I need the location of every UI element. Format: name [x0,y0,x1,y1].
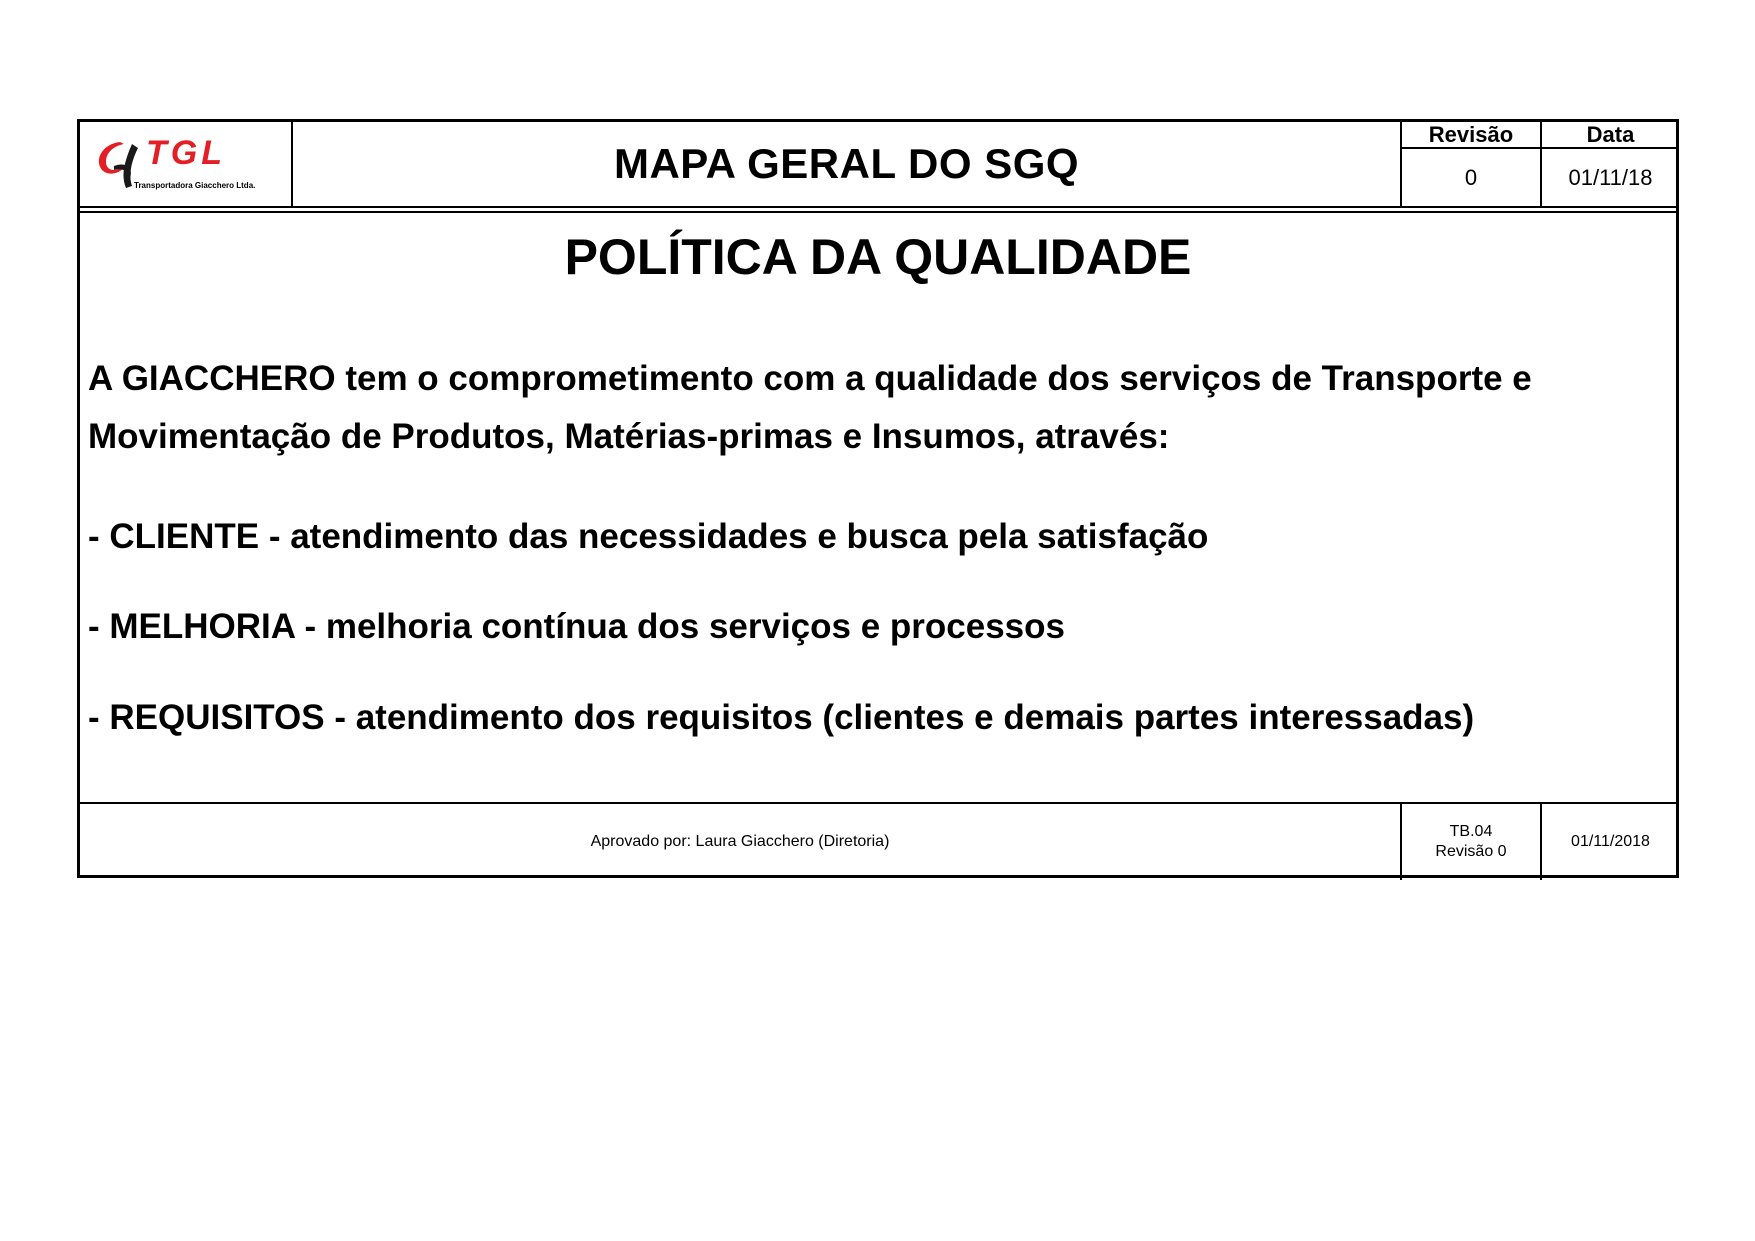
logo-text: TGL [146,134,226,172]
policy-title: POLÍTICA DA QUALIDADE [564,229,1192,285]
header-divider [80,206,1676,208]
policy-item-melhoria: - MELHORIA - melhoria contínua dos serviços e processos [88,607,1065,646]
revision-label: Revisão [1402,122,1540,149]
policy-intro: A GIACCHERO tem o comprometimento com a qualidade dos serviços de Transporte e Movimentação de Produtos, Matérias-primas e Insumos, através: [88,359,1532,456]
doc-code: TB.04 [1449,823,1493,840]
doc-code-cell [1400,804,1542,880]
revision-cell [1400,122,1542,206]
header-divider-double [80,211,1676,213]
date-label: Data [1542,122,1679,149]
footer-date: 01/11/2018 [1571,833,1650,850]
approved-by: Aprovado por: Laura Giacchero (Diretoria) [590,833,890,850]
logo-cell [80,122,293,206]
logo-tagline: Transportadora Giacchero Ltda. [134,181,256,190]
policy-item-cliente: - CLIENTE - atendimento das necessidades e busca pela satisfação [88,517,1209,556]
document-header [80,122,1676,206]
date-cell [1542,122,1679,206]
date-value: 01/11/18 [1568,164,1653,190]
doc-revision: Revisão 0 [1435,843,1507,860]
tgl-logo [80,122,293,206]
document-footer [80,802,1676,880]
document-title: MAPA GERAL DO SGQ [613,140,1080,187]
revision-value: 0 [1464,164,1478,190]
document-frame [77,119,1679,878]
policy-item-requisitos: - REQUISITOS - atendimento dos requisitos (clientes e demais partes interessadas) [88,698,1475,737]
